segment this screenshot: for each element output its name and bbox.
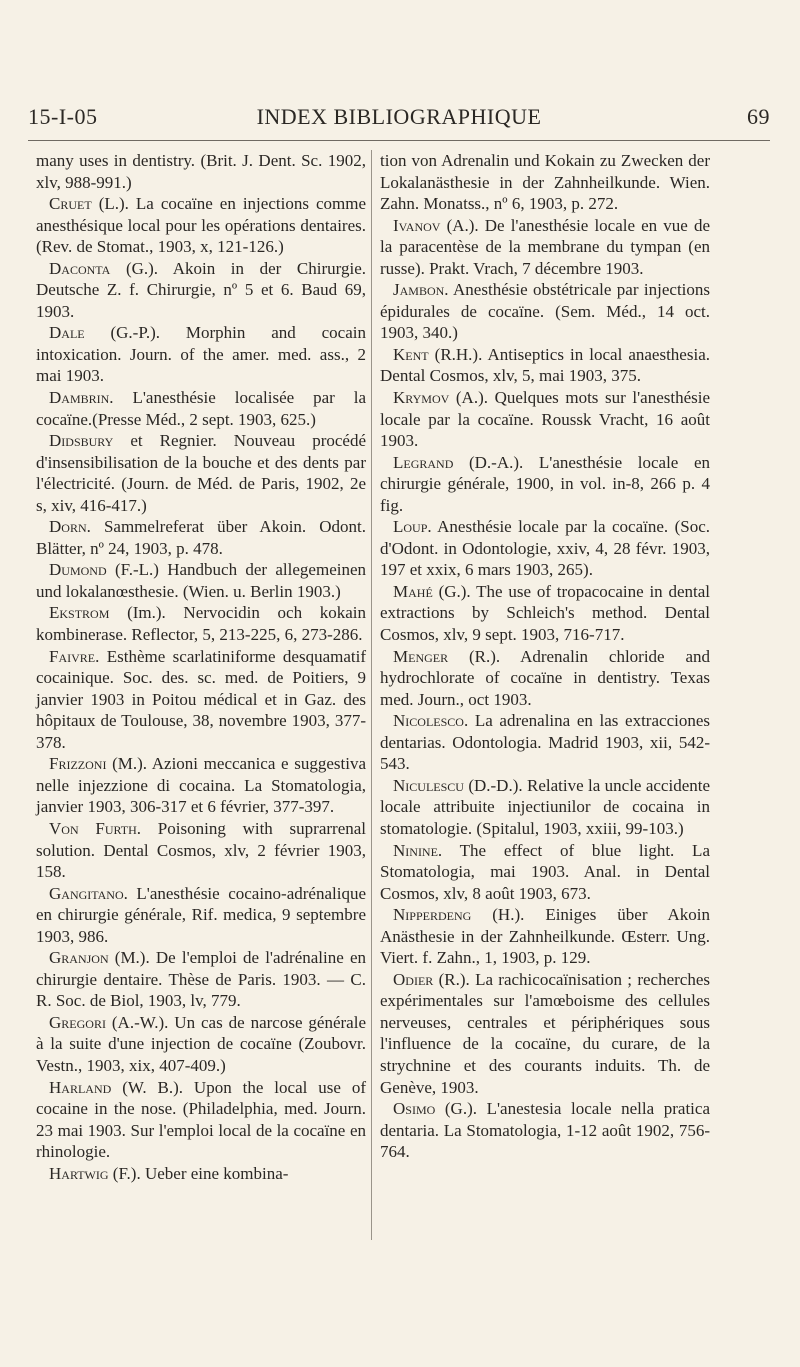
header-rule	[28, 140, 770, 141]
bibliography-entry	[36, 430, 366, 516]
entry-author: Loup.	[393, 517, 432, 537]
page-number: 69	[747, 104, 770, 129]
bibliography-entry	[36, 1012, 366, 1077]
entry-text: (A.). De l'anesthésie locale en vue de la paracentèse de la membrane du tympan (en russe). Prakt. Vrach, 7 décembre 1903.	[380, 215, 710, 278]
entry-text: L'anesthésie cocaino-adrénalique en chirurgie générale, Rif. medica, 9 septembre 1903, 986.	[36, 883, 366, 946]
entry-text: L'anesthésie localisée par la cocaïne.(Presse Méd., 2 sept. 1903, 625.)	[36, 388, 367, 429]
bibliography-entry	[380, 215, 710, 280]
entry-text: Poisoning with suprarrenal solution. Dental Cosmos, xlv, 2 février 1903, 158.	[36, 818, 367, 882]
entry-author: Mahé	[393, 581, 433, 601]
bibliography-entry	[36, 258, 366, 323]
entry-text: (D.-A.). L'anesthésie locale en chirurgie générale, 1900, in vol. in-8, 266 p. 4 fig.	[380, 452, 710, 515]
entry-author: Osimo	[393, 1099, 436, 1119]
bibliography-entry	[36, 1163, 366, 1185]
entry-author: Dumond	[49, 560, 107, 580]
bibliography-entry	[36, 602, 366, 645]
entry-author: Jambon.	[393, 280, 449, 300]
entry-author: Didsbury	[49, 431, 114, 451]
entry-text: (R.H.). Antiseptics in local anaesthesia. Dental Cosmos, xlv, 5, mai 1903, 375.	[380, 344, 710, 386]
entry-author: Ekstrom	[49, 603, 110, 623]
entry-author: Gangitano.	[49, 883, 128, 903]
entry-author: Dorn.	[49, 517, 91, 537]
bibliography-entry	[380, 904, 710, 969]
entry-author: Gregori	[49, 1012, 106, 1032]
bibliography-entry	[36, 883, 366, 948]
entry-text: (D.-D.). Relative la uncle accidente locale attribuite injectiunilor de cocaina in stomatologie. (Spitalul, 1903, xxiii, 99-103.)	[380, 775, 711, 838]
entry-author: Menger	[393, 646, 449, 666]
bibliography-entry	[36, 559, 366, 602]
entry-text: Anesthésie locale par la cocaïne. (Soc. d'Odont. in Odontologie, xxiv, 4, 28 févr. 1903, 197 et xxix, 6 mars 1903, 265).	[380, 517, 711, 580]
bibliography-entry	[36, 753, 366, 818]
bibliography-entry	[380, 279, 710, 344]
entry-author: Ninine.	[393, 840, 443, 860]
header-title: INDEX BIBLIOGRAPHIQUE	[256, 104, 542, 129]
entry-text: (G.). The use of tropacocaine in dental extractions by Schleich's method. Dental Cosmos, xlv, 9 sept. 1903, 716-717.	[380, 581, 710, 645]
entry-text: The effect of blue light. La Stomatologia, mai 1903. Anal. in Dental Cosmos, xlv, 8 août 1903, 673.	[380, 840, 710, 903]
entry-text: (Im.). Nervocidin och kokain kombinerase. Reflector, 5, 213-225, 6, 273-286.	[36, 603, 367, 645]
entry-text: (G.-P.). Morphin and cocain intoxication. Journ. of the amer. med. ass., 2 mai 1903.	[36, 323, 366, 386]
entry-text: Anesthésie obstétricale par injections épidurales de cocaïne. (Sem. Méd., 14 oct. 1903, 340.)	[380, 280, 711, 343]
entry-author: Frizzoni	[49, 754, 107, 774]
entry-text: (F.). Ueber eine kombina-	[112, 1163, 289, 1183]
entry-text: (M.). De l'emploi de l'adrénaline en chirurgie dentaire. Thèse de Paris. 1903. — C. R. Soc. de Biol, 1903, lv, 779.	[36, 948, 366, 1011]
entry-text: tion von Adrenalin und Kokain zu Zwecken der Lokalanästhesie in der Zahnheilkunde. Wien. Zahn. Monatss., nº 6, 1903, p. 272.	[380, 151, 710, 214]
bibliography-entry	[380, 710, 710, 775]
entry-text: (A.-W.). Un cas de narcose générale à la suite d'une injection de cocaïne (Zoubovr. Vestn., 1903, xix, 407-409.)	[36, 1012, 366, 1075]
entry-text: (A.). Quelques mots sur l'anesthésie locale par la cocaïne. Roussk Vracht, 16 août 1903.	[380, 388, 711, 451]
entry-author: Cruet	[49, 194, 92, 214]
entry-author: Granjon	[49, 948, 109, 968]
running-header	[28, 104, 770, 140]
entry-author: Daconta	[49, 258, 111, 278]
entry-author: Von Furth.	[49, 818, 142, 838]
bibliography-entry	[380, 452, 710, 517]
bibliography-entry	[36, 322, 366, 387]
bibliography-entry	[36, 1077, 366, 1163]
bibliography-entry	[36, 646, 366, 754]
entry-text: (G.). Akoin in der Chirurgie. Deutsche Z. f. Chirurgie, nº 5 et 6. Baud 69, 1903.	[36, 258, 367, 321]
bibliography-entry	[380, 344, 710, 387]
entry-text: many uses in dentistry. (Brit. J. Dent. Sc. 1902, xlv, 988-991.)	[36, 151, 366, 192]
entry-text: (L.). La cocaïne en injections comme anesthésique local pour les opérations dentaires. (Rev. de Stomat., 1903, x, 121-126.)	[36, 194, 366, 257]
left-column	[36, 150, 366, 1184]
entry-text: (R.). La rachicocaïnisation ; recherches expérimentales sur l'amœboisme des cellules nerveuses, centrales et périphériques sous l'influence de la cocaïne, du curare, de la strychnine et des courants induits. Th. de Genève, 1903.	[380, 969, 710, 1097]
entry-text: (W. B.). Upon the local use of cocaine in the nose. (Philadelphia, med. Journ. 23 mai 1903. Sur l'emploi local de la cocaïne en rhinologie.	[36, 1077, 366, 1162]
bibliography-entry	[380, 581, 710, 646]
bibliography-entry	[380, 387, 710, 452]
entry-text: Sammelreferat über Akoin. Odont. Blätter, nº 24, 1903, p. 478.	[36, 517, 367, 558]
entry-author: Kent	[393, 344, 429, 364]
bibliography-entry	[36, 947, 366, 1012]
bibliography-entry	[36, 150, 366, 193]
bibliography-entry	[380, 969, 710, 1098]
column-divider	[371, 150, 372, 1240]
entry-text: La adrenalina en las extracciones dentarias. Odontologia. Madrid 1903, xii, 542-543.	[380, 711, 710, 774]
bibliography-entry	[36, 193, 366, 258]
entry-text: et Regnier. Nouveau procédé d'insensibilisation de la bouche et des dents par l'électricité. (Journ. de Méd. de Paris, 1902, 2e s, xiv, 416-417.)	[36, 431, 367, 515]
entry-author: Niculescu	[393, 775, 464, 795]
entry-text: (H.). Einiges über Akoin Anästhesie in der Zahnheilkunde. Œsterr. Ung. Viert. f. Zahn., 1, 1903, p. 129.	[380, 905, 711, 968]
entry-author: Dambrin.	[49, 388, 114, 408]
bibliography-entry	[380, 516, 710, 581]
entry-text: Esthème scarlatiniforme desquamatif cocainique. Soc. des. sc. med. de Poitiers, 9 janvier 1903 in Poitou médical et in Gaz. des hôpitaux de Toulouse, 38, novembre 1903, 377-378.	[36, 646, 366, 752]
bibliography-entry	[380, 1098, 710, 1163]
bibliography-entry	[36, 387, 366, 430]
right-column	[380, 150, 710, 1163]
entry-text: (G.). L'anestesia locale nella pratica dentaria. La Stomatologia, 1-12 août 1902, 756-764.	[380, 1099, 710, 1162]
entry-author: Faivre.	[49, 646, 100, 666]
bibliography-entry	[36, 818, 366, 883]
entry-author: Hartwig	[49, 1163, 109, 1183]
entry-author: Legrand	[393, 452, 454, 472]
entry-author: Krymov	[393, 388, 450, 408]
entry-author: Nicolesco.	[393, 711, 469, 731]
entry-text: (F.-L.) Handbuch der allegemeinen und lokalanœsthesie. (Wien. u. Berlin 1903.)	[36, 560, 367, 601]
entry-author: Nipperdeng	[393, 905, 472, 925]
bibliography-entry	[380, 775, 710, 840]
bibliography-entry	[380, 646, 710, 711]
bibliography-entry	[380, 150, 710, 215]
entry-author: Ivanov	[393, 215, 441, 235]
entry-text: (R.). Adrenalin chloride and hydrochlorate of cocaïne in dentistry. Texas med. Journ., oct 1903.	[380, 646, 710, 709]
bibliography-entry	[380, 840, 710, 905]
header-date: 15-I-05	[28, 104, 98, 129]
entry-author: Dale	[49, 323, 85, 343]
entry-author: Harland	[49, 1077, 112, 1097]
entry-text: (M.). Azioni meccanica e suggestiva nelle injezzione di cocaina. La Stomatologia, janvier 1903, 306-317 et 6 février, 377-397.	[36, 754, 366, 817]
entry-author: Odier	[393, 969, 434, 989]
bibliography-entry	[36, 516, 366, 559]
